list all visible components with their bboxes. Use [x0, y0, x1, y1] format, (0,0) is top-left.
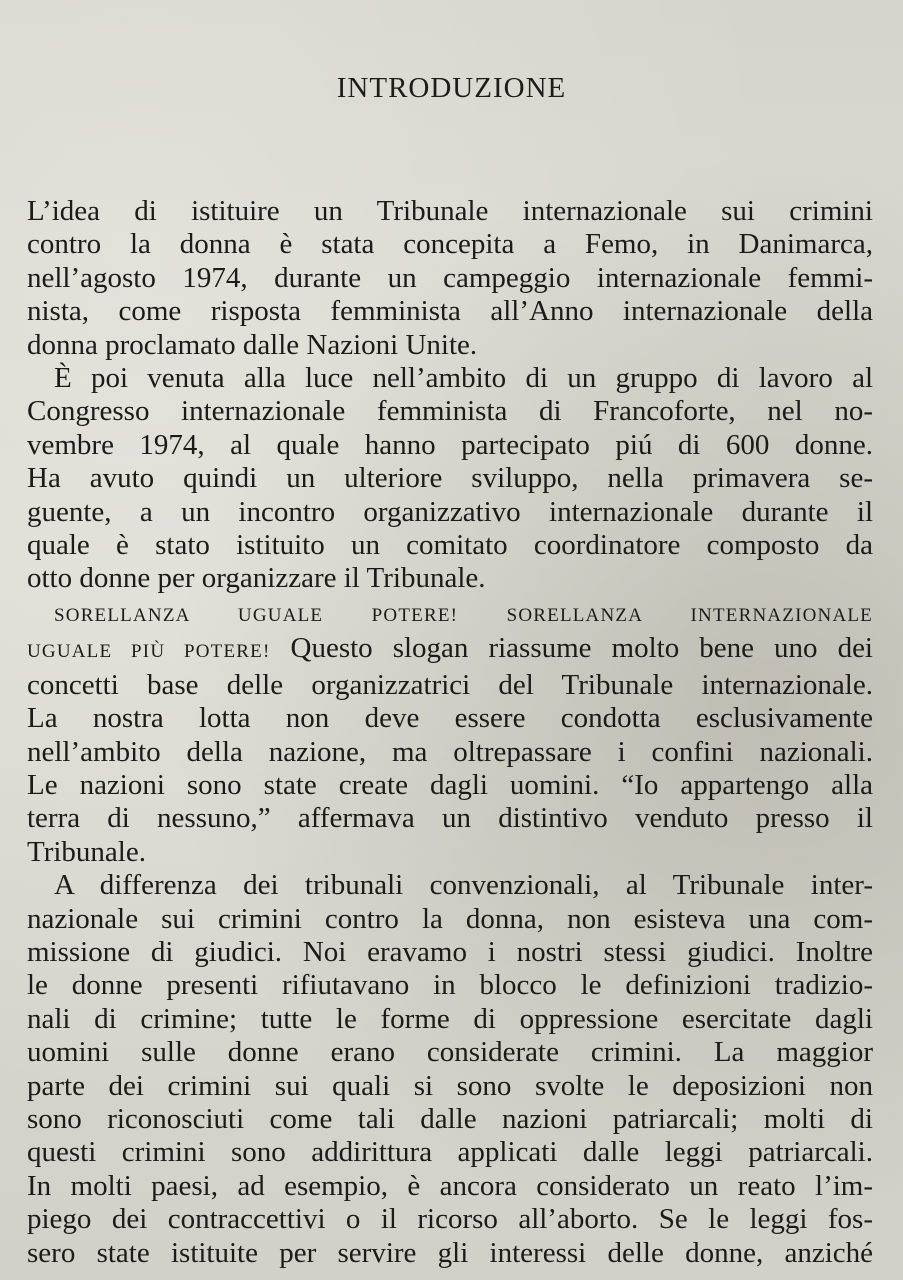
text-line: missione di giudici. Noi eravamo i nostri stessi giudici. Inoltre [27, 935, 873, 968]
text-line: otto donne per organizzare il Tribunale. [27, 562, 486, 595]
text-line: nazionale sui crimini contro la donna, non esisteva una com- [27, 902, 873, 935]
slogan-text: SORELLANZA UGUALE POTERE! SORELLANZA INTERNAZIONALE [54, 604, 873, 626]
text-line: La nostra lotta non deve essere condotta esclusivamente [27, 702, 873, 735]
text-line: nell’agosto 1974, durante un campeggio internazionale femmi- [27, 261, 873, 294]
text-line: A differenza dei tribunali convenzionali, al Tribunale inter- [54, 869, 873, 902]
text-line: questi crimini sono addirittura applicati dalle leggi patriarcali. [27, 1136, 873, 1169]
text-line: piego dei contraccettivi o il ricorso all’aborto. Se le leggi fos- [27, 1203, 873, 1236]
body-text [27, 195, 873, 1270]
text-line: quale è stato istituito un comitato coordinatore composto da [27, 529, 873, 562]
text-line: nali di crimine; tutte le forme di oppressione esercitate dagli [27, 1002, 873, 1035]
text-line: In molti paesi, ad esempio, è ancora considerato un reato l’im- [27, 1169, 873, 1202]
page-title: INTRODUZIONE [336, 72, 567, 104]
text-line: guente, a un incontro organizzativo internazionale durante il [27, 495, 873, 528]
text-line: sono riconosciuti come tali dalle nazioni patriarcali; molti di [27, 1102, 873, 1135]
text-line: Ha avuto quindi un ulteriore sviluppo, nella primavera se- [27, 462, 873, 495]
text-line: donna proclamato dalle Nazioni Unite. [27, 328, 478, 361]
text-line: contro la donna è stata concepita a Femo, in Danimarca, [27, 228, 873, 261]
text-line: L’idea di istituire un Tribunale internazionale sui crimini [27, 195, 873, 227]
text-line: nell’ambito della nazione, ma oltrepassare i confini nazionali. [27, 735, 873, 768]
text-line: vembre 1974, al quale hanno partecipato piú di 600 donne. [27, 428, 873, 461]
text-line: uomini sulle donne erano considerate crimini. La maggior [27, 1036, 873, 1069]
text-line [27, 632, 873, 668]
text-line: concetti base delle organizzatrici del Tribunale internazionale. [27, 668, 873, 701]
text-line: nista, come risposta femminista all’Anno internazionale della [27, 295, 873, 328]
text-line: le donne presenti rifiutavano in blocco le definizioni tradizio- [27, 969, 873, 1002]
text-line: Congresso internazionale femminista di Francoforte, nel no- [27, 395, 873, 428]
slogan-line [27, 596, 873, 632]
text-line: terra di nessuno,” affermava un distintivo venduto presso il [27, 802, 873, 835]
text-line: Tribunale. [27, 835, 146, 868]
text-line: parte dei crimini sui quali si sono svolte le deposizioni non [27, 1069, 873, 1102]
slogan-text: UGUALE PIÙ POTERE! [27, 641, 271, 663]
text-line: Le nazioni sono state create dagli uomini. “Io appartengo alla [27, 768, 873, 801]
text-fragment: Questo slogan riassume molto bene uno dei [290, 632, 873, 665]
text-line: sero state istituite per servire gli interessi delle donne, anziché [27, 1236, 873, 1269]
text-line: È poi venuta alla luce nell’ambito di un gruppo di lavoro al [54, 362, 873, 395]
